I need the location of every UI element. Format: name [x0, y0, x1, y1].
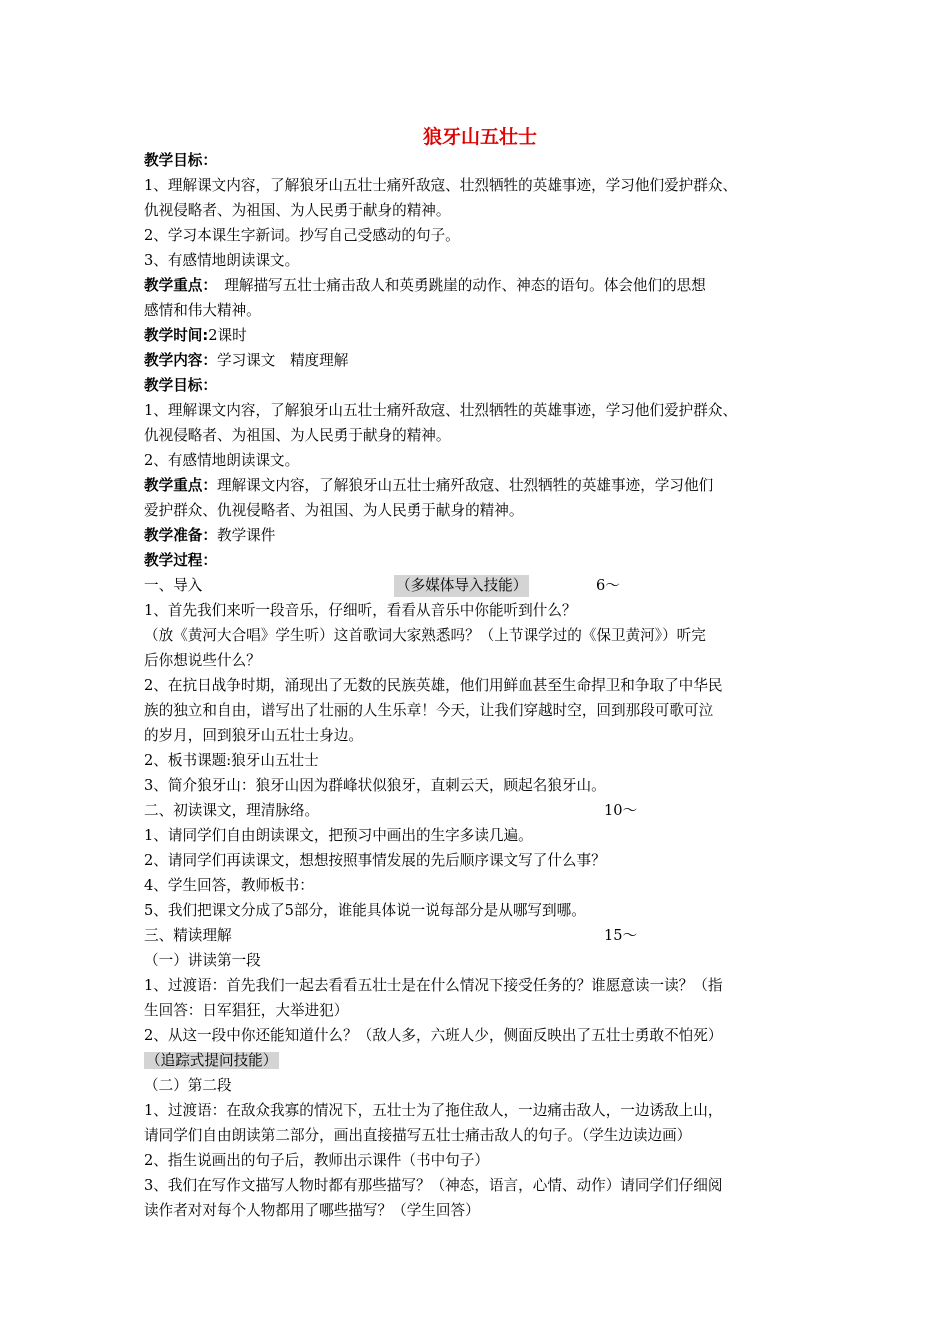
- text-line: 教学内容：学习课文 精度理解: [144, 352, 349, 369]
- skill-tag: （追踪式提问技能）: [146, 1052, 278, 1069]
- text-line: 1、理解课文内容，了解狼牙山五壮士痛歼敌寇、壮烈牺牲的英雄事迹，学习他们爱护群众、: [144, 177, 738, 194]
- text-line: 感情和伟大精神。: [144, 302, 261, 319]
- time-mark: 6～: [596, 577, 620, 594]
- text-line: 后你想说些什么？: [144, 652, 261, 669]
- text-line: （放《黄河大合唱》学生听）这首歌词大家熟悉吗？（上节课学过的《保卫黄河》）听完: [144, 627, 706, 644]
- text-line: 教学目标：: [144, 377, 217, 394]
- text-line: 2、有感情地朗读课文。: [144, 452, 300, 469]
- text-line: 教学目标：: [144, 152, 217, 169]
- text-line: 3、有感情地朗读课文。: [144, 252, 300, 269]
- text-line: （二）第二段: [144, 1077, 232, 1094]
- skill-line: [144, 1050, 816, 1072]
- section-heading: 三、精读理解 15～: [144, 925, 816, 947]
- text-line: （一）讲读第一段: [144, 952, 261, 969]
- text-line: 1、请同学们自由朗读课文，把预习中画出的生字多读几遍。: [144, 827, 533, 844]
- text-line: 2、从这一段中你还能知道什么？（敌人多，六班人少，侧面反映出了五壮士勇敢不怕死）: [144, 1027, 723, 1044]
- text-line: 1、过渡语：在敌众我寡的情况下，五壮士为了拖住敌人，一边痛击敌人，一边诱敌上山，: [144, 1102, 723, 1119]
- text-line: 族的独立和自由，谱写出了壮丽的人生乐章！今天，让我们穿越时空，回到那段可歌可泣: [144, 702, 714, 719]
- text-line: 1、首先我们来听一段音乐，仔细听，看看从音乐中你能听到什么？: [144, 602, 577, 619]
- text-line: 3、我们在写作文描写人物时都有那些描写？（神态，语言，心情、动作）请同学们仔细阅: [144, 1177, 723, 1194]
- text-line: 2、板书课题:狼牙山五壮士: [144, 752, 319, 769]
- text-line: 的岁月，回到狼牙山五壮士身边。: [144, 727, 363, 744]
- text-line: 读作者对对每个人物都用了哪些描写？（学生回答）: [144, 1202, 480, 1219]
- text-line: 请同学们自由朗读第二部分，画出直接描写五壮士痛击敌人的句子。（学生边读边画）: [144, 1127, 692, 1144]
- text-line: 爱护群众、仇视侵略者、为祖国、为人民勇于献身的精神。: [144, 502, 524, 519]
- time-mark: 10～: [604, 802, 638, 819]
- text-line: 教学时间:2课时: [144, 327, 247, 344]
- text-line: 仇视侵略者、为祖国、为人民勇于献身的精神。: [144, 427, 451, 444]
- skill-tag: （多媒体导入技能）: [394, 575, 529, 597]
- text-line: 5、我们把课文分成了5部分，谁能具体说一说每部分是从哪写到哪。: [144, 902, 586, 919]
- time-mark: 15～: [604, 927, 638, 944]
- text-line: 2、请同学们再读课文，想想按照事情发展的先后顺序课文写了什么事？: [144, 852, 606, 869]
- text-line: 2、学习本课生字新词。抄写自己受感动的句子。: [144, 227, 460, 244]
- text-line: 1、过渡语：首先我们一起去看看五壮士是在什么情况下接受任务的？谁愿意读一读？（指: [144, 977, 723, 994]
- text-line: 3、简介狼牙山：狼牙山因为群峰状似狼牙，直刺云天，顾起名狼牙山。: [144, 777, 606, 794]
- section-heading: 一、导入 （多媒体导入技能） 6～: [144, 575, 816, 597]
- text-line: 教学准备：教学课件: [144, 527, 276, 544]
- section-heading: 二、初读课文，理清脉络。 10～: [144, 800, 816, 822]
- text-line: 教学重点：理解课文内容，了解狼牙山五壮士痛歼敌寇、壮烈牺牲的英雄事迹，学习他们: [144, 477, 714, 494]
- text-line: 4、学生回答，教师板书：: [144, 877, 314, 894]
- text-line: 教学重点： 理解描写五壮士痛击敌人和英勇跳崖的动作、神态的语句。体会他们的思想: [144, 277, 706, 294]
- text-line: 生回答：日军猖狂，大举进犯）: [144, 1002, 349, 1019]
- text-line: 2、在抗日战争时期，涌现出了无数的民族英雄，他们用鲜血甚至生命捍卫和争取了中华民: [144, 677, 723, 694]
- text-line: 仇视侵略者、为祖国、为人民勇于献身的精神。: [144, 202, 451, 219]
- text-line: 教学过程：: [144, 552, 217, 569]
- text-line: 1、理解课文内容，了解狼牙山五壮士痛歼敌寇、壮烈牺牲的英雄事迹，学习他们爱护群众、: [144, 402, 738, 419]
- document-title: 狼牙山五壮士: [422, 126, 537, 148]
- text-line: 2、指生说画出的句子后，教师出示课件（书中句子）: [144, 1152, 489, 1169]
